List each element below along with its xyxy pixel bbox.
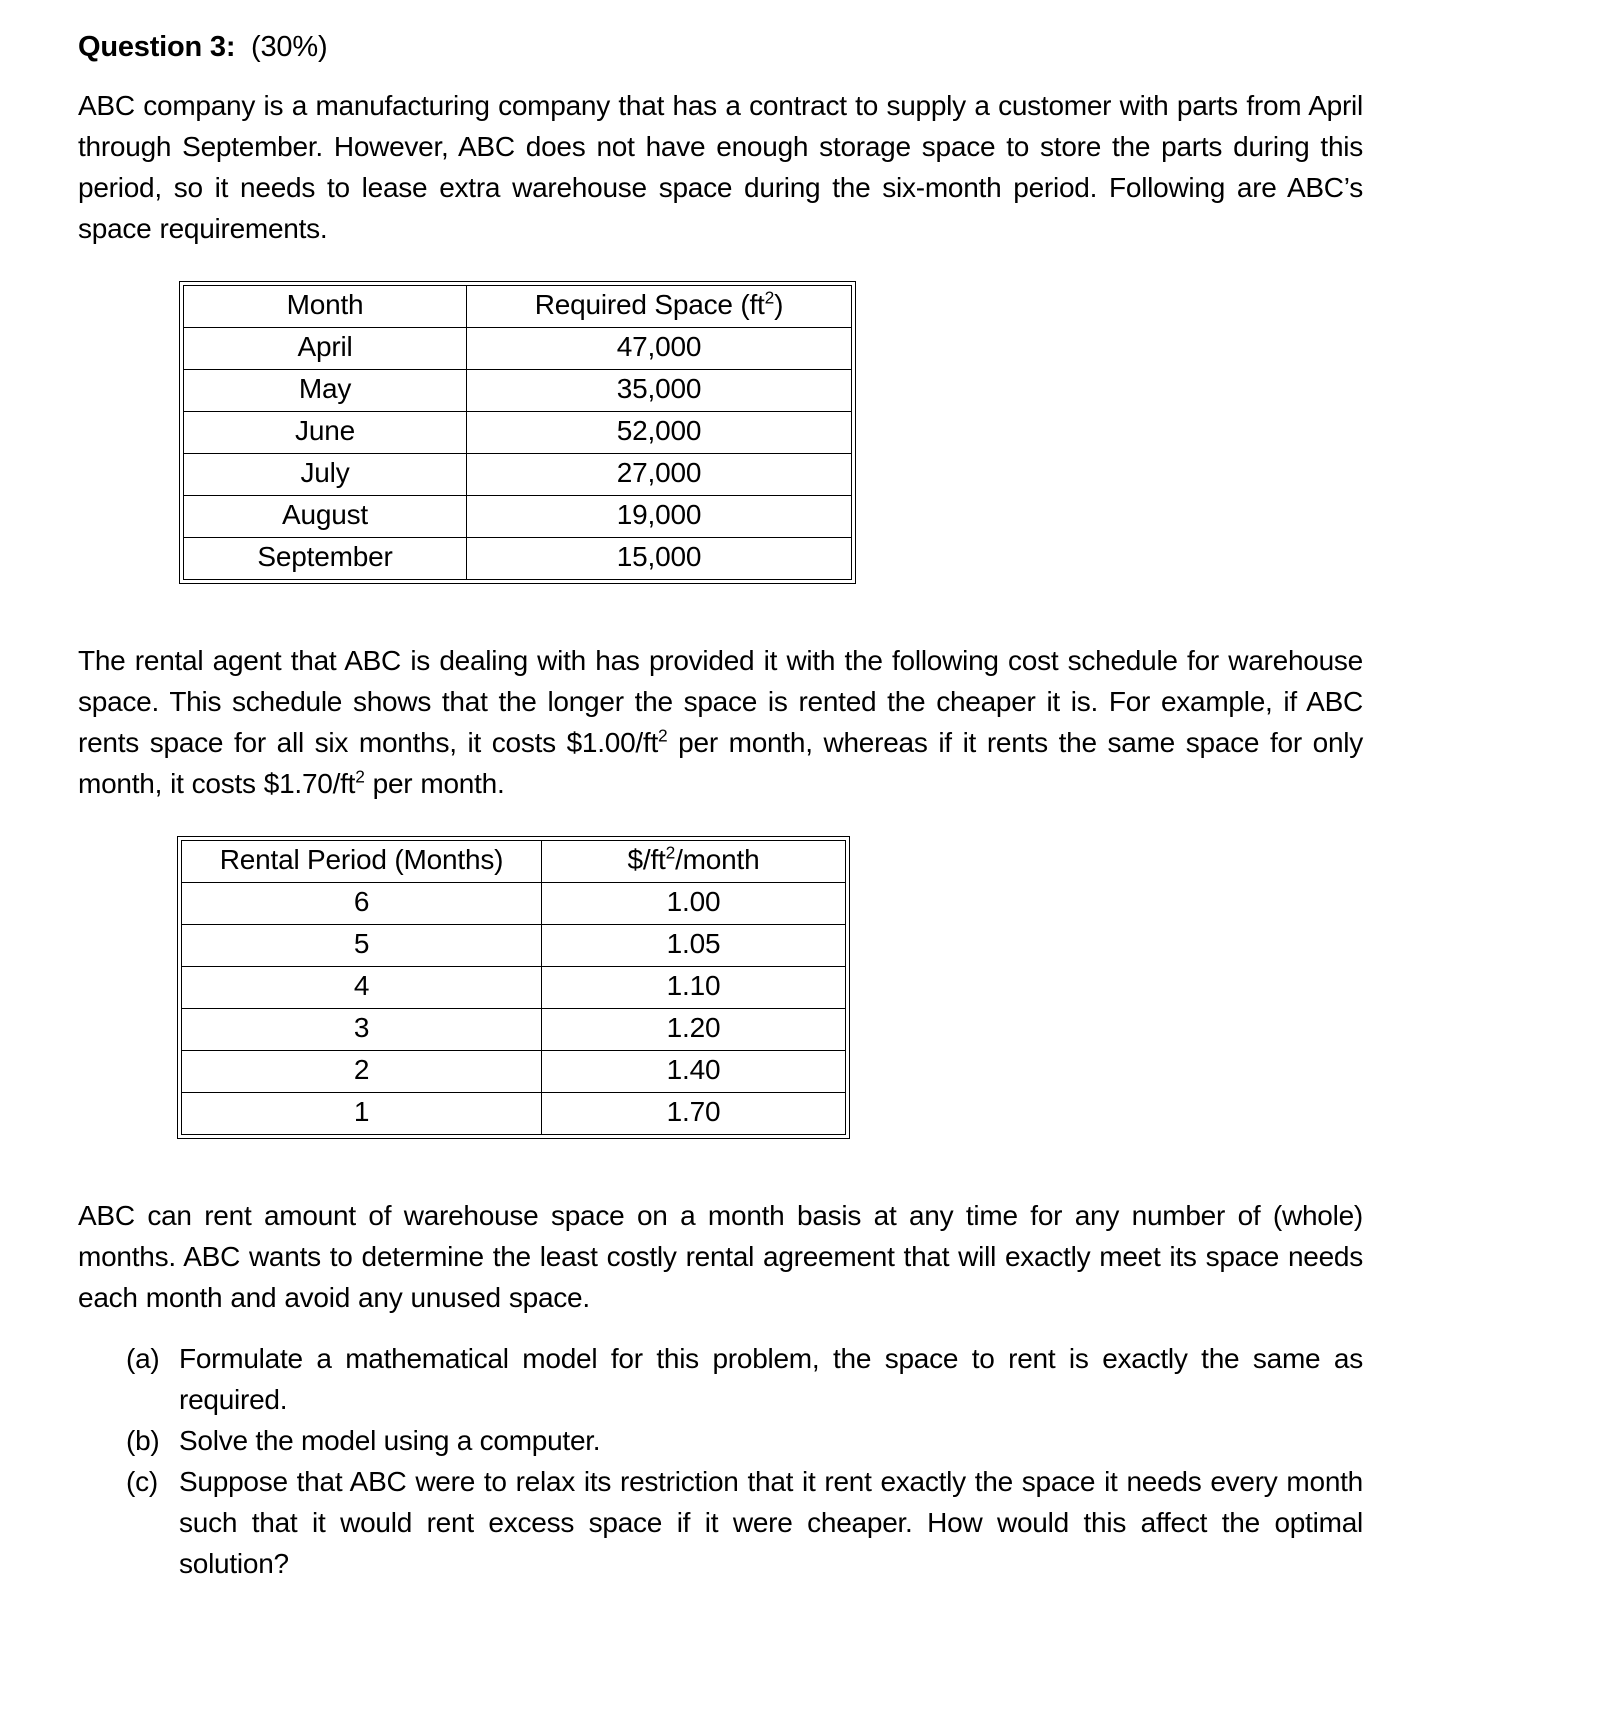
cell-period: 1 <box>182 1093 542 1135</box>
spacer <box>78 1135 1363 1195</box>
cell-month: September <box>184 538 467 580</box>
rental-rates-table-body <box>182 841 846 1135</box>
cell-space: 52,000 <box>467 412 852 454</box>
list-item-marker: (a) <box>126 1343 160 1375</box>
required-space-table-body <box>184 286 852 580</box>
table-row <box>184 454 852 496</box>
requirements-paragraph: ABC can rent amount of warehouse space on a month basis at any time for any number of (whole) months. ABC wants to determine the least costly rental agreement that will exactly meet its space needs each month and avoid any unused space. <box>78 1200 1363 1314</box>
header-rate-sup: 2 <box>665 842 676 863</box>
table-row <box>184 496 852 538</box>
table-row <box>184 370 852 412</box>
list-item-label: Formulate a mathematical model for this problem, the space to rent is exactly the same as required. <box>179 1343 1363 1416</box>
rental-rates-table-wrap <box>78 840 1363 1135</box>
table-row <box>182 1051 846 1093</box>
spacer <box>78 580 1363 640</box>
page-title <box>78 0 1363 67</box>
table-row <box>184 412 852 454</box>
spacer <box>78 249 1363 285</box>
cell-space: 27,000 <box>467 454 852 496</box>
cell-space: 47,000 <box>467 328 852 370</box>
question-percent: (30%) <box>251 31 328 63</box>
list-item-marker: (c) <box>126 1466 158 1498</box>
header-cell-month: Month <box>184 286 467 328</box>
cost-schedule-text-2: per month, whereas if it rents the same space for only month, it costs $1.70/ft <box>78 727 1364 800</box>
cell-rate: 1.20 <box>542 1009 846 1051</box>
required-space-table <box>183 285 852 580</box>
list-item-marker: (b) <box>126 1425 160 1457</box>
table-row <box>182 925 846 967</box>
table-row <box>184 328 852 370</box>
cell-period: 2 <box>182 1051 542 1093</box>
cell-rate: 1.40 <box>542 1051 846 1093</box>
cell-space: 35,000 <box>467 370 852 412</box>
cell-month: May <box>184 370 467 412</box>
table-row <box>182 1093 846 1135</box>
header-cell-required-space <box>467 286 852 328</box>
document-page <box>78 0 1363 1584</box>
list-item <box>126 1461 1363 1584</box>
table-row <box>182 967 846 1009</box>
spacer <box>78 1318 1363 1338</box>
cell-period: 6 <box>182 883 542 925</box>
table-header-row <box>184 286 852 328</box>
intro-paragraph: ABC company is a manufacturing company that has a contract to supply a customer with parts from April through September. However, ABC does not have enough storage space to store the parts during this period, so it needs to lease extra warehouse space during the six-month period. Following are ABC’s space requirements. <box>78 90 1363 245</box>
header-cell-rental-period: Rental Period (Months) <box>182 841 542 883</box>
cell-rate: 1.05 <box>542 925 846 967</box>
question-separator: : <box>225 31 236 63</box>
cell-rate: 1.00 <box>542 883 846 925</box>
table-row <box>184 538 852 580</box>
cell-space: 19,000 <box>467 496 852 538</box>
list-item <box>126 1338 1363 1420</box>
cell-month: April <box>184 328 467 370</box>
header-required-space-suffix: ) <box>774 289 784 321</box>
header-required-space-prefix: Required Space (ft <box>534 289 765 321</box>
cell-period: 4 <box>182 967 542 1009</box>
cell-rate: 1.70 <box>542 1093 846 1135</box>
rental-rates-table <box>181 840 846 1135</box>
list-item-label: Suppose that ABC were to relax its restriction that it rent exactly the space it needs every month such that it would rent excess space if it were cheaper. How would this affect the optimal solution? <box>179 1466 1363 1580</box>
table-header-row <box>182 841 846 883</box>
cost-schedule-paragraph <box>78 640 1363 804</box>
cost-schedule-sup-1: 2 <box>658 725 668 746</box>
cell-period: 3 <box>182 1009 542 1051</box>
header-rate-prefix: $/ft <box>627 844 666 876</box>
cost-schedule-text-3: per month. <box>364 768 505 800</box>
required-space-table-wrap <box>78 285 1363 580</box>
question-sub-parts-list <box>78 1338 1363 1584</box>
question-label: Question 3 <box>78 31 226 63</box>
spacer <box>78 804 1363 840</box>
cell-month: June <box>184 412 467 454</box>
cost-schedule-text-1: The rental agent that ABC is dealing with has provided it with the following cost schedule for warehouse space. This schedule shows that the longer the space is rented the cheaper it is. For example, if ABC rents space for all six months, it costs $1.00/ft <box>78 645 1363 759</box>
header-required-space-sup: 2 <box>764 287 775 308</box>
cell-rate: 1.10 <box>542 967 846 1009</box>
cell-month: July <box>184 454 467 496</box>
cost-schedule-sup-2: 2 <box>355 766 365 787</box>
table-row <box>182 883 846 925</box>
cell-space: 15,000 <box>467 538 852 580</box>
table-row <box>182 1009 846 1051</box>
header-cell-rate <box>542 841 846 883</box>
list-item <box>126 1420 1363 1461</box>
header-rate-suffix: /month <box>675 844 760 876</box>
cell-period: 5 <box>182 925 542 967</box>
cell-month: August <box>184 496 467 538</box>
list-item-label: Solve the model using a computer. <box>179 1425 601 1457</box>
